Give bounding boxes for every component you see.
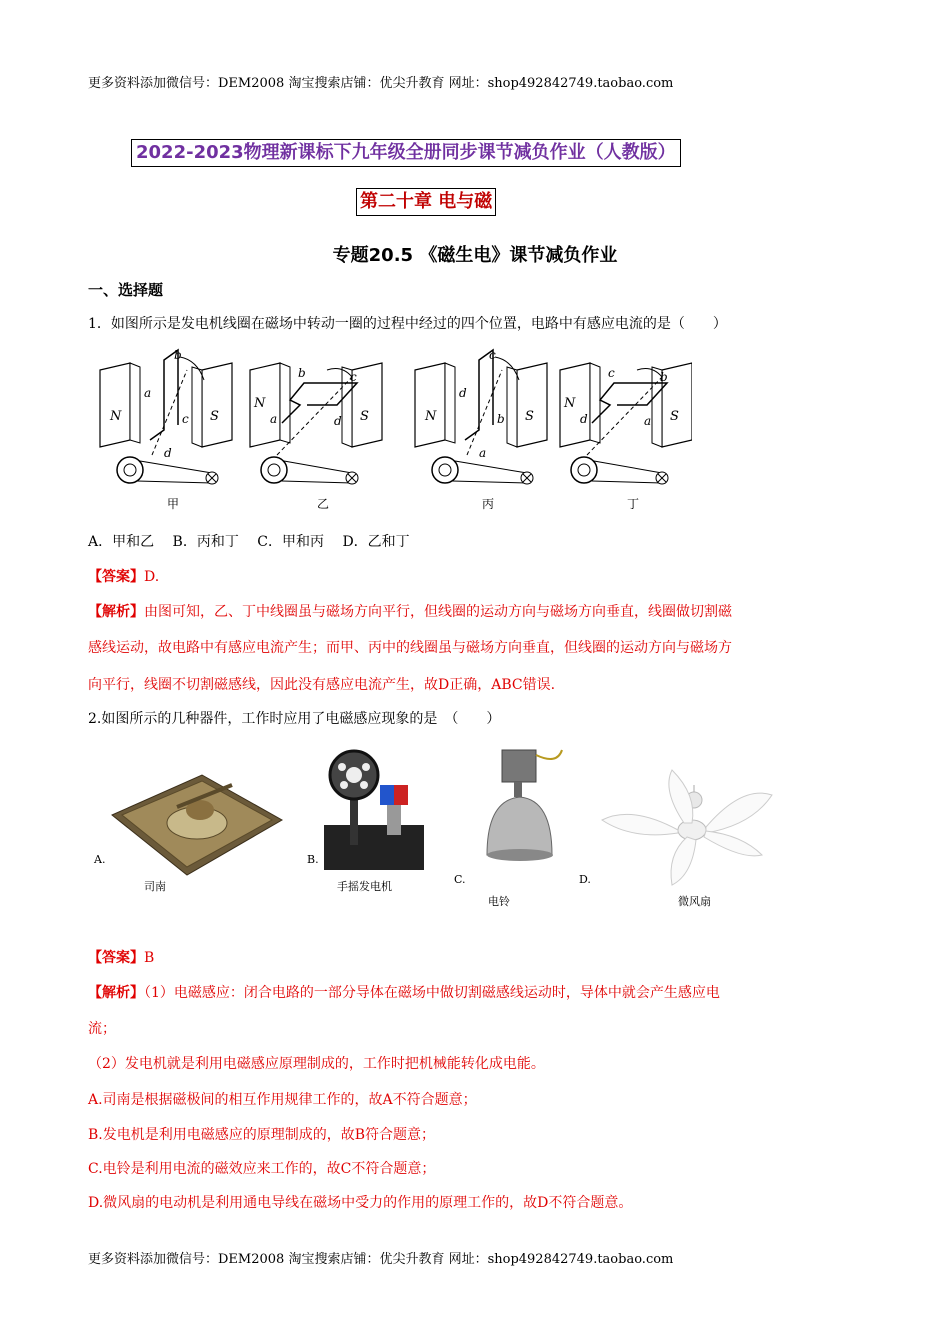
q1-generator-figures (92, 345, 692, 515)
q2-analysis-line-7: D.微风扇的电动机是利用通电导线在磁场中受力的作用的原理工作的，故D不符合题意。 (88, 1195, 633, 1211)
letter-c: c (489, 348, 496, 362)
page-header: 更多资料添加微信号：DEM2008 淘宝搜索店铺：优尖升教育 网址：shop492842749.taobao.com (88, 76, 674, 91)
letter-a: a (479, 446, 487, 460)
letter-a: a (270, 412, 278, 426)
q1-stem: 1．如图所示是发电机线圈在磁场中转动一圈的过程中经过的四个位置，电路中有感应电流的是（ ） (88, 316, 727, 332)
q1-options: A．甲和乙 B．丙和丁 C．甲和丙 D．乙和丁 (88, 534, 410, 550)
answer-value: B (144, 950, 155, 966)
letter-a: a (644, 414, 652, 428)
pole-n-label: N (254, 396, 266, 411)
q2-analysis-line-2: 流； (88, 1021, 116, 1037)
analysis-tag: 【解析】 (88, 985, 144, 1001)
letter-b: b (174, 348, 182, 362)
analysis-tag: 【解析】 (88, 604, 144, 620)
generator-diagram-ding (560, 363, 692, 511)
figure-label-ding: 丁 (627, 497, 640, 511)
pole-n-label: N (110, 409, 122, 424)
sinan-compass-image (112, 775, 282, 875)
letter-a: a (144, 386, 152, 400)
option-b-letter: B. (307, 853, 319, 866)
q1-analysis-line-1 (88, 601, 732, 621)
option-c-letter: C. (454, 873, 466, 886)
option-d-name: 微风扇 (678, 895, 711, 908)
letter-c: c (350, 370, 357, 384)
answer-tag: 【答案】 (88, 950, 144, 966)
q2-analysis-line-5: B.发电机是利用电磁感应的原理制成的，故B符合题意； (88, 1127, 436, 1143)
q2-analysis-line-4: A.司南是根据磁极间的相互作用规律工作的，故A不符合题意； (88, 1092, 477, 1108)
topic-title: 专题20.5 《磁生电》课节减负作业 (332, 245, 618, 266)
q2-answer (88, 947, 154, 967)
figure-label-bing: 丙 (482, 497, 495, 511)
pole-s-label: S (210, 409, 219, 424)
pole-n-label: N (564, 396, 576, 411)
option-b-name: 手摇发电机 (337, 880, 392, 893)
option-d-letter: D. (579, 873, 591, 886)
letter-c: c (182, 412, 189, 426)
small-fan-image (602, 770, 772, 885)
q1-analysis-line-3: 向平行，线圈不切割磁感线，因此没有感应电流产生，故D正确，ABC错误. (88, 677, 556, 693)
electric-bell-image (487, 750, 562, 861)
generator-diagram-bing (415, 348, 547, 511)
pole-s-label: S (525, 409, 534, 424)
letter-d: d (459, 386, 467, 400)
figure-label-yi: 乙 (317, 497, 330, 511)
q1-answer (88, 566, 159, 586)
option-a-name: 司南 (144, 880, 166, 893)
letter-b: b (497, 412, 505, 426)
hand-generator-image (324, 751, 424, 870)
q1-analysis-line-2: 感线运动，故电路中有感应电流产生；而甲、丙中的线圈虽与磁场方向垂直，但线圈的运动方向与磁场方 (88, 640, 732, 656)
q2-device-figures (92, 745, 792, 915)
option-a-letter: A. (94, 853, 106, 866)
letter-b: b (660, 370, 668, 384)
pole-n-label: N (425, 409, 437, 424)
generator-diagram-yi (250, 363, 382, 511)
analysis-text: （1）电磁感应：闭合电路的一部分导体在磁场中做切割磁感线运动时，导体中就会产生感应电 (144, 985, 720, 1001)
document-title: 2022-2023物理新课标下九年级全册同步课节减负作业（人教版） (131, 139, 681, 167)
section-heading: 一、选择题 (88, 281, 164, 299)
option-c-name: 电铃 (488, 895, 510, 908)
letter-d: d (580, 412, 588, 426)
pole-s-label: S (360, 409, 369, 424)
answer-value: D. (144, 569, 160, 585)
letter-d: d (334, 414, 342, 428)
answer-tag: 【答案】 (88, 569, 144, 585)
letter-d: d (164, 446, 172, 460)
q2-analysis-line-6: C.电铃是利用电流的磁效应来工作的，故C不符合题意； (88, 1161, 436, 1177)
chapter-title: 第二十章 电与磁 (356, 188, 496, 216)
pole-s-label: S (670, 409, 679, 424)
q2-stem: 2.如图所示的几种器件，工作时应用了电磁感应现象的是 （ ） (88, 711, 501, 727)
figure-label-jia: 甲 (167, 497, 180, 511)
analysis-text: 由图可知，乙、丁中线圈虽与磁场方向平行，但线圈的运动方向与磁场方向垂直，线圈做切割磁 (144, 604, 732, 620)
generator-diagram-jia (100, 348, 232, 511)
letter-b: b (298, 366, 306, 380)
q2-analysis-line-3: （2）发电机就是利用电磁感应原理制成的，工作时把机械能转化成电能。 (88, 1056, 545, 1072)
q2-analysis-line-1 (88, 982, 720, 1002)
letter-c: c (608, 366, 615, 380)
page-footer: 更多资料添加微信号：DEM2008 淘宝搜索店铺：优尖升教育 网址：shop492842749.taobao.com (88, 1252, 674, 1267)
